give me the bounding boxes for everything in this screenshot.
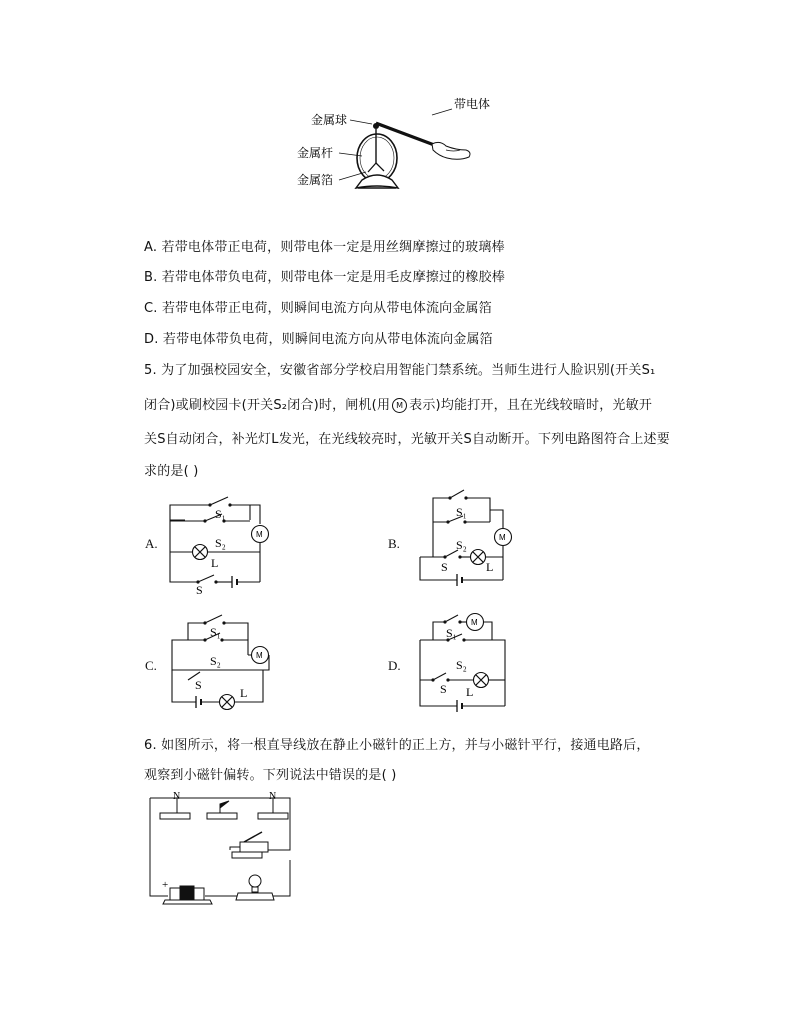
label-metal-ball: 金属球 <box>311 113 348 127</box>
a-s2-label: S₂ <box>215 536 226 550</box>
q5-stem-line4: 求的是( ) <box>144 464 199 479</box>
q5-stem-line1: 5. 为了加强校园安全，安徽省部分学校启用智能门禁系统。当师生进行人脸识别(开关S₁ <box>144 363 656 378</box>
q6-plus-sign: + <box>162 879 169 891</box>
q5-option-b-label[interactable]: B. <box>388 536 400 551</box>
c-s-label: S <box>195 678 202 692</box>
q4-option-d[interactable]: D. 若带电体带负电荷，则瞬间电流方向从带电体流向金属箔 <box>144 332 493 347</box>
d-s2-label: S₂ <box>456 658 467 672</box>
q6-stem-line1: 6. 如图所示，将一根直导线放在静止小磁针的正上方，并与小磁针平行，接通电路后， <box>144 738 650 753</box>
c-s2-label: S₂ <box>210 654 221 668</box>
d-s1-label: S₁ <box>446 626 457 640</box>
b-s2-label: S₂ <box>456 538 467 552</box>
q6-stem-line2: 观察到小磁针偏转。下列说法中错误的是( ) <box>144 768 397 783</box>
b-s-label: S <box>441 560 448 574</box>
a-motor-label: M <box>256 530 263 539</box>
c-s1-label: S₁ <box>210 625 221 639</box>
q5-line2-part2: 表示)均能打开，且在光线较暗时，光敏开 <box>409 398 653 413</box>
q4-option-c[interactable]: C. 若带电体带正电荷，则瞬间电流方向从带电体流向金属箔 <box>144 301 492 316</box>
q5-line2-part1: 闭合)或刷校园卡(开关S₂闭合)时，闸机(用 <box>144 398 391 413</box>
q4-option-b[interactable]: B. 若带电体带负电荷，则带电体一定是用毛皮摩擦过的橡胶棒 <box>144 270 505 285</box>
b-l-label: L <box>486 560 494 574</box>
c-l-label: L <box>240 686 248 700</box>
a-l-label: L <box>211 556 219 570</box>
q5-option-c-label[interactable]: C. <box>145 658 157 673</box>
a-s1-label: S₁ <box>215 507 226 521</box>
b-s1-label: S₁ <box>456 505 467 519</box>
b-motor-label: M <box>499 533 506 542</box>
label-metal-foil: 金属箔 <box>297 173 334 187</box>
a-s-label: S <box>196 583 203 597</box>
q5-stem-line3: 关S自动闭合，补光灯L发光，在光线较亮时，光敏开关S自动断开。下列电路图符合上述要 <box>144 432 670 447</box>
q5-option-d-label[interactable]: D. <box>388 658 401 673</box>
c-motor-label: M <box>256 651 263 660</box>
d-motor-label: M <box>471 618 478 627</box>
label-charged-body: 带电体 <box>454 97 491 111</box>
q5-option-a-label[interactable]: A. <box>145 536 158 551</box>
d-s-label: S <box>440 682 447 696</box>
label-metal-rod: 金属杆 <box>297 146 334 160</box>
q6-north-right: N <box>269 791 277 802</box>
d-l-label: L <box>466 685 474 699</box>
meter-symbol-icon: M <box>392 398 407 413</box>
q6-north-left: N <box>173 791 181 802</box>
q4-option-a[interactable]: A. 若带电体带正电荷，则带电体一定是用丝绸摩擦过的玻璃棒 <box>144 240 505 255</box>
